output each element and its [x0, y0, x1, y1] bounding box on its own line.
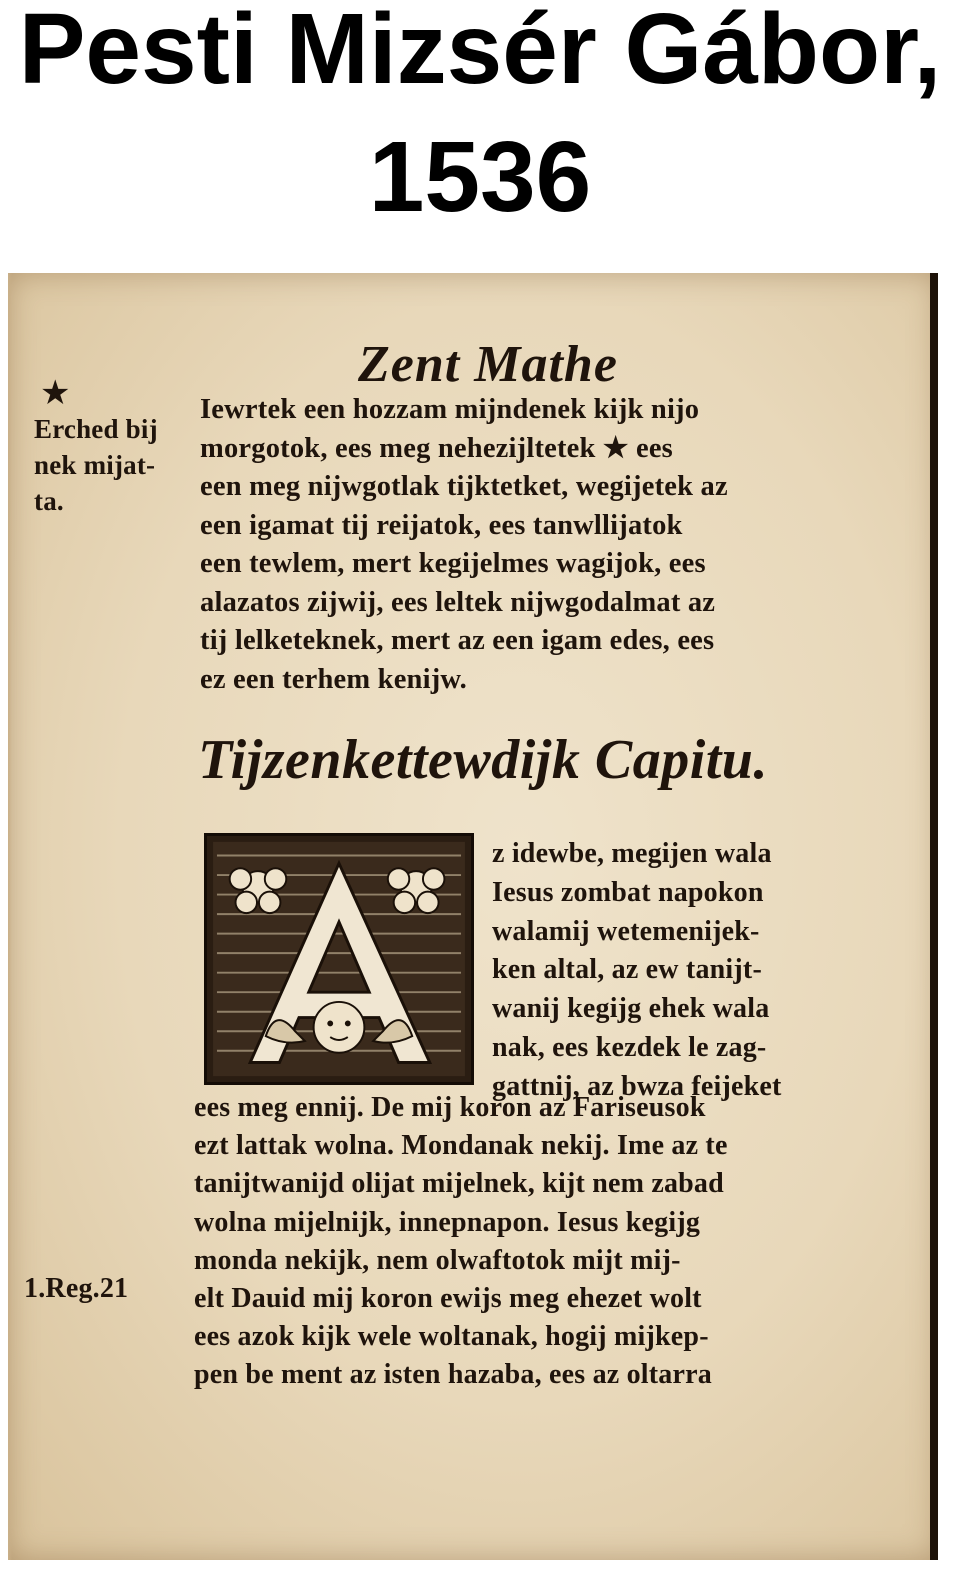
- text-line: tij lelketeknek, mert az een igam edes, ees: [200, 625, 715, 656]
- text-line: wanij kegijg ehek wala: [492, 993, 770, 1025]
- margin-star-icon: ★: [40, 374, 71, 412]
- text-line: pen be ment az isten hazaba, ees az oltarra: [194, 1359, 712, 1391]
- decorated-initial: [204, 833, 474, 1085]
- text-line: elt Dauid mij koron ewijs meg ehezet wolt: [194, 1282, 702, 1314]
- text-line: gattnij, az bwza feijeket: [492, 1070, 782, 1102]
- text-line: een igamat tij reijatok, ees tanwllijatok: [200, 509, 683, 541]
- text-block-top: [200, 391, 860, 699]
- page-title-year: 1536: [368, 121, 592, 233]
- margin-note: Erched bij nek mijat- ta.: [34, 414, 158, 516]
- margin-reference: 1.Reg.21: [24, 1273, 129, 1304]
- text-line: monda nekijk, nem olwaftotok mijt mij-: [194, 1244, 681, 1276]
- chapter-heading: Tijzenkettewdijk Capitu.: [198, 729, 768, 791]
- page-title: Pesti Mizsér Gábor,: [18, 0, 942, 105]
- text-line: ezt lattak wolna. Mondanak nekij. Ime az te: [194, 1130, 728, 1162]
- page-edge: [8, 273, 12, 1560]
- text-line: wolna mijelnijk, innepnapon. Iesus kegijg: [194, 1206, 701, 1238]
- woodcut-initial-icon: [207, 836, 471, 1082]
- text-line: z idewbe, megijen wala: [492, 838, 772, 869]
- text-block-side: [492, 835, 862, 1107]
- text-block-bottom: [194, 1089, 854, 1395]
- text-line: ez een terhem kenijw.: [200, 663, 467, 695]
- text-line: ees meg ennij. De mij koron az Fariseusok: [194, 1092, 706, 1123]
- running-head: Zent Mathe: [358, 336, 618, 393]
- text-line: morgotok, ees meg nehezijltetek ★ ees: [200, 432, 673, 464]
- text-line: een tewlem, mert kegijelmes wagijok, ees: [200, 548, 706, 579]
- text-line: walamij wetemenijek-: [492, 915, 760, 947]
- text-line: Iesus zombat napokon: [492, 876, 764, 908]
- scanned-book-page: [8, 273, 938, 1560]
- text-line: ken altal, az ew tanijt-: [492, 954, 762, 986]
- text-line: nak, ees kezdek le zag-: [492, 1031, 767, 1063]
- text-line: Iewrtek een hozzam mijndenek kijk nijo: [200, 394, 700, 425]
- text-line: een meg nijwgotlak tijktetket, wegijetek az: [200, 471, 728, 502]
- text-line: alazatos zijwij, ees leltek nijwgodalmat az: [200, 586, 716, 618]
- text-line: tanijtwanijd olijat mijelnek, kijt nem zabad: [194, 1168, 724, 1200]
- text-line: ees azok kijk wele woltanak, hogij mijkep-: [194, 1321, 709, 1353]
